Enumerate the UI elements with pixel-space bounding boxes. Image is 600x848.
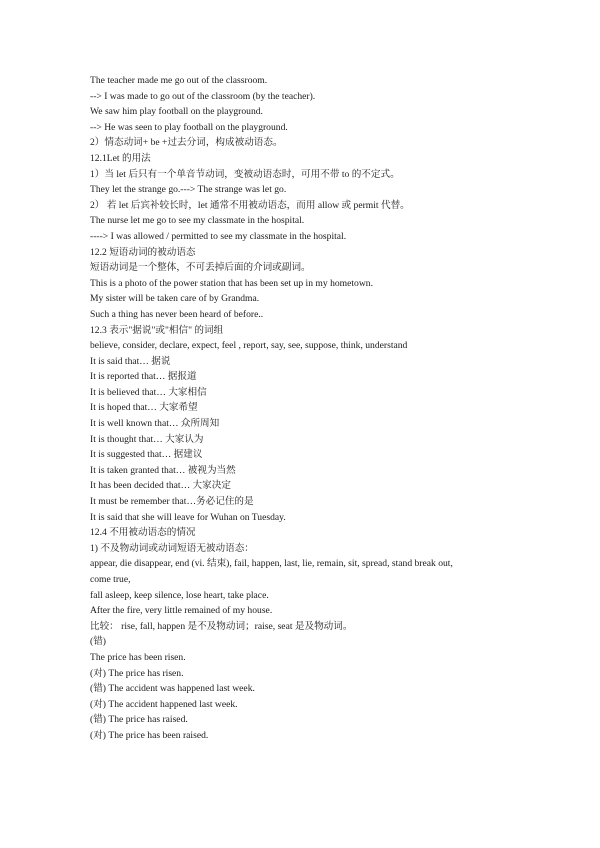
text-line: Such a thing has never been heard of before.. <box>90 308 264 320</box>
text-line: appear, die disappear, end (vi. 结束), fail, happen, last, lie, remain, sit, spread, stand break out, <box>90 558 453 570</box>
text-line: 2） 若 let 后宾补较长时，let 通常不用被动语态，而用 allow 或 permit 代替。 <box>90 199 410 211</box>
text-line: It is thought that… 大家认为 <box>90 433 204 445</box>
section-heading: 12.2 短语动词的被动语态 <box>90 246 196 258</box>
text-line: (对) The accident happened last week. <box>90 698 238 710</box>
text-line: After the fire, very little remained of my house. <box>90 605 273 617</box>
text-line: ----> I was allowed / permitted to see my classmate in the hospital. <box>90 230 347 242</box>
text-line: (对) The price has been raised. <box>90 729 209 741</box>
text-line: (对) The price has risen. <box>90 667 184 679</box>
text-line: It must be remember that…务必记住的是 <box>90 496 254 508</box>
section-heading: 12.3 表示"据说"或"相信" 的词组 <box>90 324 224 336</box>
text-line: It is said that… 据说 <box>90 355 171 367</box>
text-line: It is hoped that… 大家希望 <box>90 402 198 414</box>
text-line: The price has been risen. <box>90 651 186 663</box>
section-heading: 12.4 不用被动语态的情况 <box>90 527 196 539</box>
text-line: (错) The price has raised. <box>90 714 188 726</box>
text-line: (错) The accident was happened last week. <box>90 683 255 695</box>
text-line: 2）情态动词+ be +过去分词，构成被动语态。 <box>90 137 283 149</box>
text-line: 1) 不及物动词或动词短语无被动语态： <box>90 542 254 554</box>
text-line: The teacher made me go out of the classroom. <box>90 75 268 86</box>
text-line: It is reported that… 据报道 <box>90 371 197 383</box>
text-line: This is a photo of the power station that has been set up in my hometown. <box>90 277 373 289</box>
text-line: --> I was made to go out of the classroom (by the teacher). <box>90 90 316 102</box>
text-line: come true, <box>90 574 131 585</box>
text-line: The nurse let me go to see my classmate in the hospital. <box>90 215 305 227</box>
text-line: It is well known that… 众所周知 <box>90 418 220 430</box>
text-line: They let the strange go.---> The strange was let go. <box>90 184 287 196</box>
text-line: It has been decided that… 大家决定 <box>90 480 231 492</box>
section-heading: 12.1Let 的用法 <box>90 152 151 164</box>
text-line: It is suggested that… 据建议 <box>90 449 203 461</box>
text-line: We saw him play football on the playground. <box>90 106 263 118</box>
text-line: believe, consider, declare, expect, feel , report, say, see, suppose, think, understand <box>90 340 408 352</box>
document-body <box>90 73 520 744</box>
text-line: --> He was seen to play football on the playground. <box>90 121 288 133</box>
text-line: fall asleep, keep silence, lose heart, take place. <box>90 589 269 601</box>
text-line: 比较： rise, fall, happen 是不及物动词；raise, seat 是及物动词。 <box>90 620 353 632</box>
text-line: It is said that she will leave for Wuhan on Tuesday. <box>90 511 286 523</box>
text-line: 短语动词是一个整体，不可丢掉后面的介词或副词。 <box>90 262 311 274</box>
text-line: 1）当 let 后只有一个单音节动词，变被动语态时，可用不带 to 的不定式。 <box>90 168 400 180</box>
text-line: It is taken granted that… 被视为当然 <box>90 464 236 476</box>
text-line: (错) <box>90 636 106 648</box>
text-line: My sister will be taken care of by Grandma. <box>90 293 260 305</box>
text-line: It is believed that… 大家相信 <box>90 386 207 398</box>
